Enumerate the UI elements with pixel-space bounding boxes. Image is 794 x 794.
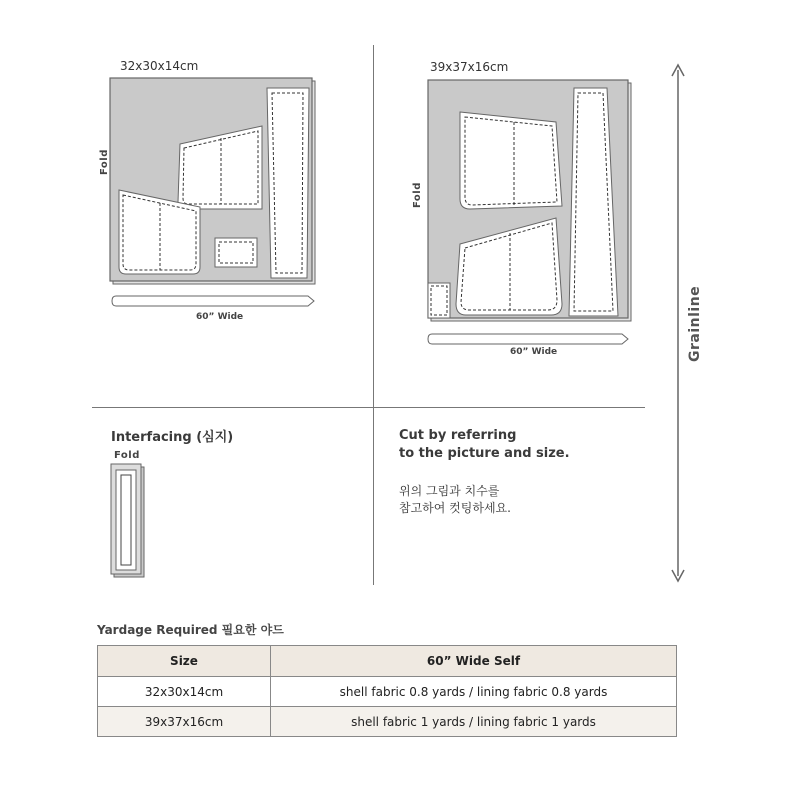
large-pattern-width: 60” Wide bbox=[510, 347, 558, 357]
large-pattern-fold-label: Fold bbox=[412, 182, 423, 208]
note-korean-line-2: 참고하여 컷팅하세요. bbox=[399, 501, 511, 515]
large-pattern-size: 39x37x16cm bbox=[430, 60, 509, 74]
small-pattern-width: 60” Wide bbox=[196, 312, 244, 322]
interfacing-fold-label: Fold bbox=[114, 450, 140, 461]
note-line-2: to the picture and size. bbox=[399, 446, 570, 461]
grainline-label: Grainline bbox=[687, 285, 703, 362]
large-width-arrow bbox=[428, 334, 628, 344]
vertical-divider bbox=[373, 45, 374, 585]
table-row bbox=[98, 677, 677, 707]
header-size: Size bbox=[98, 646, 271, 677]
header-fabric-width: 60” Wide Self bbox=[271, 646, 677, 677]
interfacing-piece bbox=[108, 463, 148, 581]
row-size: 32x30x14cm bbox=[98, 677, 271, 707]
small-pattern-size: 32x30x14cm bbox=[120, 59, 199, 73]
grainline-arrow bbox=[668, 62, 688, 584]
large-tab-piece bbox=[428, 283, 450, 318]
yardage-header-row bbox=[98, 646, 677, 677]
row-yardage: shell fabric 1 yards / lining fabric 1 yards bbox=[271, 707, 677, 737]
interfacing-title: Interfacing (심지) bbox=[111, 430, 234, 445]
small-pattern-layout bbox=[108, 76, 322, 316]
small-tab-piece bbox=[215, 238, 257, 267]
large-pattern-layout bbox=[424, 78, 636, 350]
horizontal-divider bbox=[92, 407, 645, 408]
note-line-1: Cut by referring bbox=[399, 428, 517, 443]
large-side-piece-top bbox=[460, 112, 562, 209]
yardage-title: Yardage Required 필요한 야드 bbox=[97, 623, 284, 637]
row-size: 39x37x16cm bbox=[98, 707, 271, 737]
small-pattern-fold-label: Fold bbox=[99, 149, 110, 175]
table-row bbox=[98, 707, 677, 737]
small-strip-piece bbox=[267, 88, 309, 278]
row-yardage: shell fabric 0.8 yards / lining fabric 0.8 yards bbox=[271, 677, 677, 707]
small-width-arrow bbox=[112, 296, 314, 306]
note-korean-line-1: 위의 그림과 치수를 bbox=[399, 484, 500, 498]
yardage-table bbox=[97, 645, 677, 737]
